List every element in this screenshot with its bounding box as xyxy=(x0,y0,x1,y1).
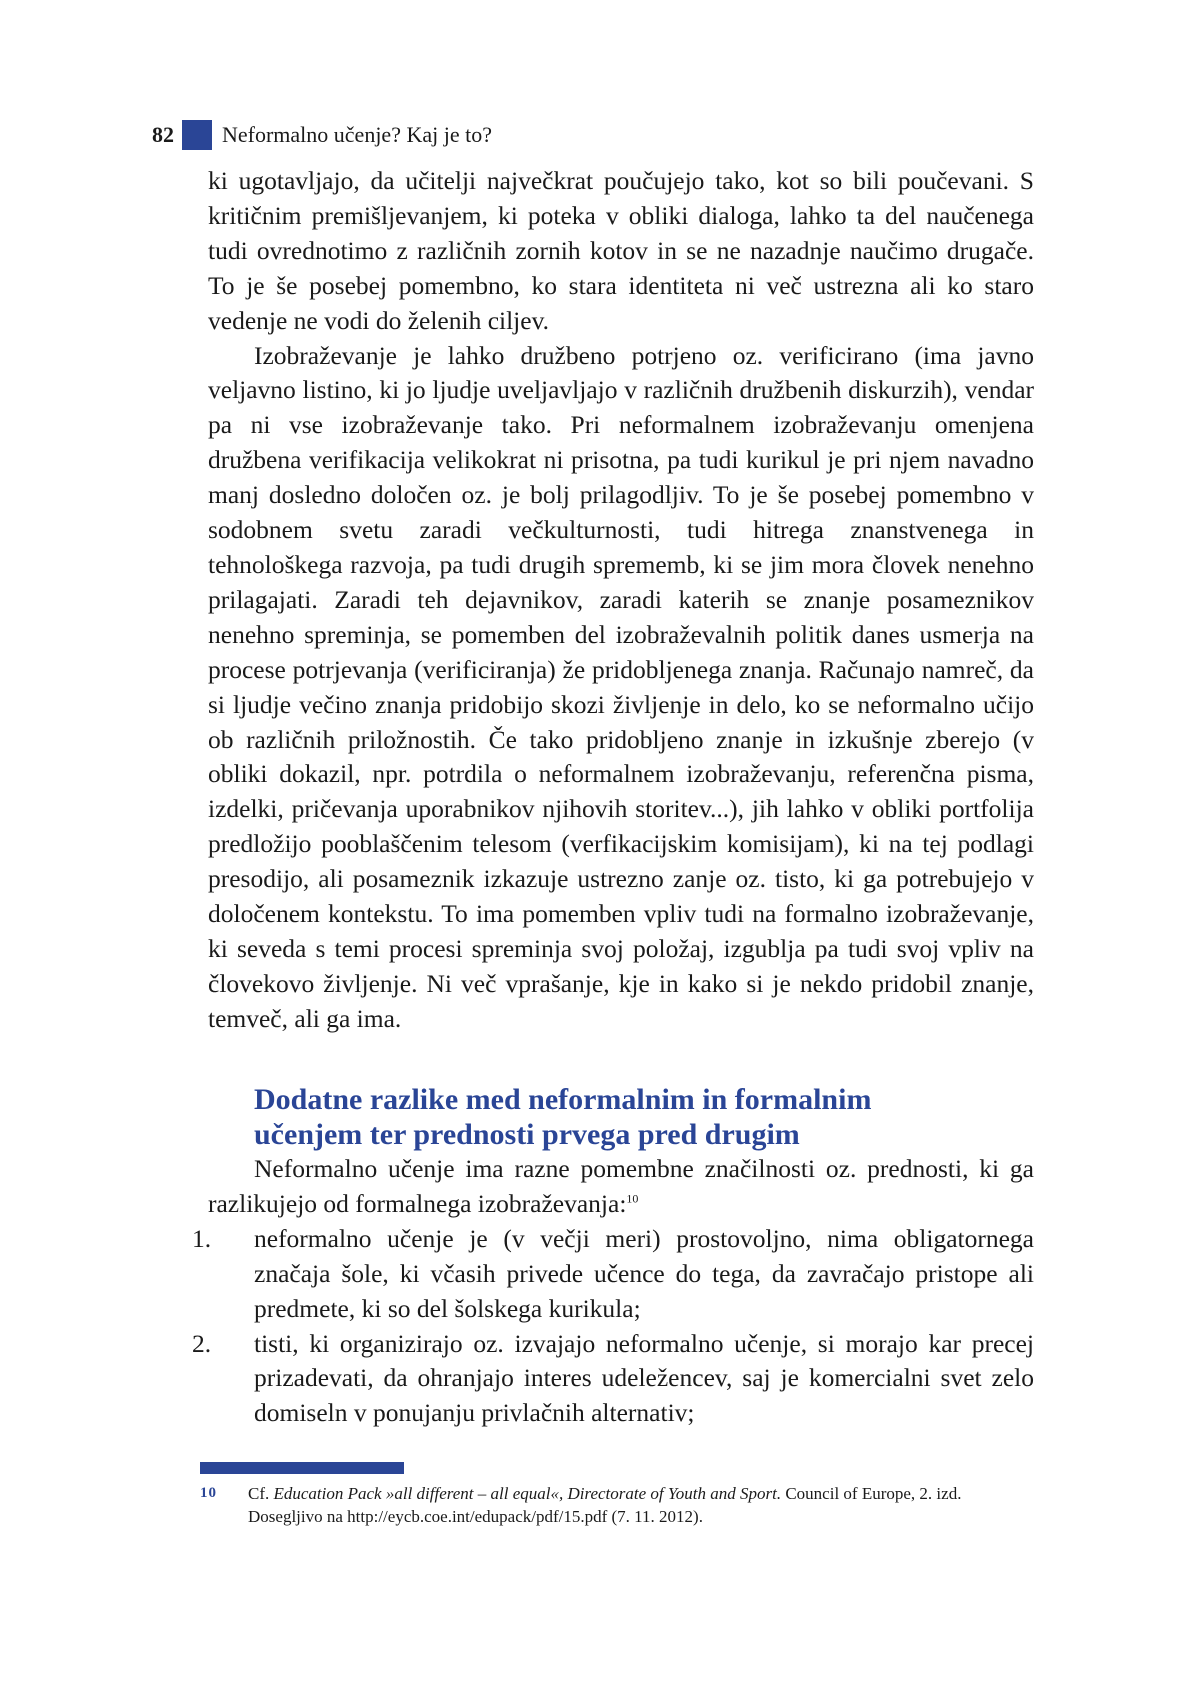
footnote-prefix: Cf. xyxy=(248,1484,270,1503)
main-body xyxy=(208,164,1034,1037)
running-head xyxy=(152,118,492,152)
list-item-number: 1. xyxy=(192,1223,212,1253)
section-heading-line: učenjem ter prednosti prvega pred drugim xyxy=(254,1118,800,1151)
footnote-separator xyxy=(200,1462,404,1474)
section-intro-text: Neformalno učenje ima razne pomembne značilnosti oz. prednosti, ki ga razlikujejo od formalnega izobraževanja: xyxy=(208,1154,1034,1218)
chapter-marker-square xyxy=(182,120,212,150)
footnote-reference[interactable]: 10 xyxy=(626,1191,639,1206)
section-heading xyxy=(254,1082,1034,1152)
paragraph: ki ugotavljajo, da učitelji največkrat poučujejo tako, kot so bili poučevani. S kritičnim premišljevanjem, ki poteka v obliki dialoga, lahko ta del naučenega tudi ovrednotimo z različnih zornih kotov in se ne nazadnje naučimo drugače. To je še posebej pomembno, ko stara identiteta ni več ustrezna ali ko staro vedenje ne vodi do želenih ciljev. xyxy=(208,166,1034,335)
section-intro xyxy=(208,1152,1034,1222)
footnote xyxy=(200,1482,1034,1528)
list-item-number: 2. xyxy=(192,1328,212,1358)
running-title: Neformalno učenje? Kaj je to? xyxy=(222,122,492,147)
footnote-suffix: Council of Europe, 2. izd. Dosegljivo na http://eycb.coe.int/edupack/pdf/15.pdf (7. 11. 2012). xyxy=(248,1484,962,1526)
advantages-list xyxy=(192,1222,1034,1431)
list-item xyxy=(192,1222,1034,1327)
section-heading-line: Dodatne razlike med neformalnim in formalnim xyxy=(254,1083,872,1116)
section-body xyxy=(192,1152,1034,1431)
list-item-text: neformalno učenje je (v večji meri) prostovoljno, nima obligatornega značaja šole, ki včasih privede učence do tega, da zavračajo pristope ali predmete, ki so del šolskega kurikula; xyxy=(254,1223,1034,1323)
list-item-text: tisti, ki organizirajo oz. izvajajo neformalno učenje, si morajo kar precej prizadevati, da ohranjajo interes udeležencev, saj je komercialni svet zelo domiseln v ponujanju privlačnih alternativ; xyxy=(254,1328,1034,1428)
footnote-text xyxy=(248,1482,1034,1528)
footnote-title: Education Pack »all different – all equal«, Directorate of Youth and Sport. xyxy=(273,1484,782,1503)
page-number: 82 xyxy=(152,122,174,147)
footnote-number: 10 xyxy=(200,1485,217,1501)
paragraph: Izobraževanje je lahko družbeno potrjeno oz. verificirano (ima javno veljavno listino, ki jo ljudje uveljavljajo v različnih družbenih diskurzih), vendar pa ni vse izobraževanje tako. Pri neformalnem izobraževanju omenjena družbena verifikacija velikokrat ni prisotna, pa tudi kurikul je pri njem navadno manj dosledno določen oz. je bolj prilagodljiv. To je še posebej pomembno v sodobnem svetu zaradi večkulturnosti, tudi hitrega znanstvenega in tehnološkega razvoja, pa tudi drugih sprememb, ki se jim mora človek nenehno prilagajati. Zaradi teh dejavnikov, zaradi katerih se znanje posameznikov nenehno spreminja, se pomemben del izobraževalnih politik danes usmerja na procese potrjevanja (verificiranja) že pridobljenega znanja. Računajo namreč, da si ljudje večino znanja pridobijo skozi življenje in delo, ko se neformalno učijo ob različnih priložnostih. Če tako pridobljeno znanje in izkušnje zberejo (v obliki dokazil, npr. potrdila o neformalnem izobraževanju, referenčna pisma, izdelki, pričevanja uporabnikov njihovih storitev...), jih lahko v obliki portfolija predložijo pooblaščenim telesom (verfikacijskim komisijam), ki na tej podlagi presodijo, ali posameznik izkazuje ustrezno zanje oz. tisto, ki ga potrebujejo v določenem kontekstu. To ima pomemben vpliv tudi na formalno izobraževanje, ki seveda s temi procesi spreminja svoj položaj, izgublja pa tudi svoj vpliv na človekovo življenje. Ni več vprašanje, kje in kako si je nekdo pridobil znanje, temveč, ali ga ima. xyxy=(208,340,1034,1033)
list-item xyxy=(192,1327,1034,1432)
